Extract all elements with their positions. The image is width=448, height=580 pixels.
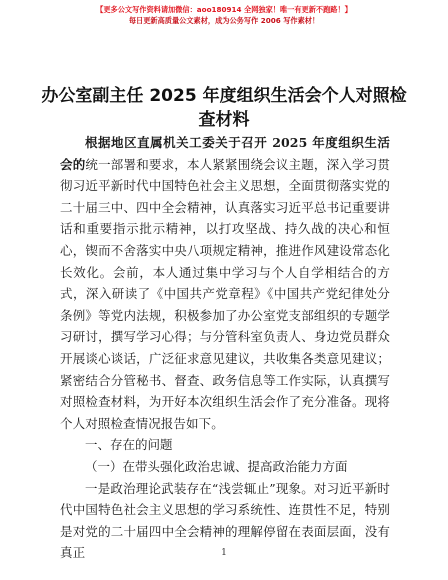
section-heading-problems: 一、存在的问题 <box>85 437 173 453</box>
intro-bold-lead: 根据地区直属机关工委关于召开 2025 年度组织生活会的 <box>60 135 390 172</box>
promo-banner <box>0 4 448 26</box>
document-body <box>60 132 390 564</box>
promo-banner-line-1: 【更多公文写作资料请加微信：aoo180914 全网独家！唯一有更新不跑路！】 <box>96 5 352 14</box>
document-title: 办公室副主任 2025 年度组织生活会个人对照检查材料 <box>41 86 407 130</box>
intro-text: 统一部署和要求，本人紧紧围绕会议主题，深入学习贯彻习近平新时代中国特色社会主义思想，全面贯彻落实党的二十届三中、四中全会精神，认真落实习近平总书记重要讲话和重要指示批示精神，以打攻坚战、持久战的决心和恒心，锲而不舍落实中央八项规定精神，推进作风建设常态化长效化。会前，本人通过集中学习与个人自学相结合的方式，深入研读了《中国共产党章程》《中国共产党纪律处分条例》等党内法规，积极参加了办公室党支部组织的专题学习研讨，撰写学习心得；与分管科室负责人、身边党员群众开展谈心谈话，广泛征求意见建议，共收集各类意见建议；紧密结合分管秘书、督查、政务信息等工作实际，认真撰写对照检查材料，为开好本次组织生活会作了充分准备。现将个人对照检查情况报告如下。 <box>60 156 391 431</box>
promo-banner-line-2: 每日更新高质量公文素材，成为公务写作 2006 写作素材！ <box>128 16 320 25</box>
subsection-heading-political: （一）在带头强化政治忠诚、提高政治能力方面 <box>85 458 348 474</box>
problem-paragraph-1: 一是政治理论武装存在“浅尝辄止”现象。对习近平新时代中国特色社会主义思想的学习系统性、连贯性不足，特别是对党的二十届四中全会精神的理解停留在表面层面，没有真正 <box>60 480 390 561</box>
page-number: 1 <box>221 548 227 558</box>
intro-paragraph <box>60 132 390 434</box>
